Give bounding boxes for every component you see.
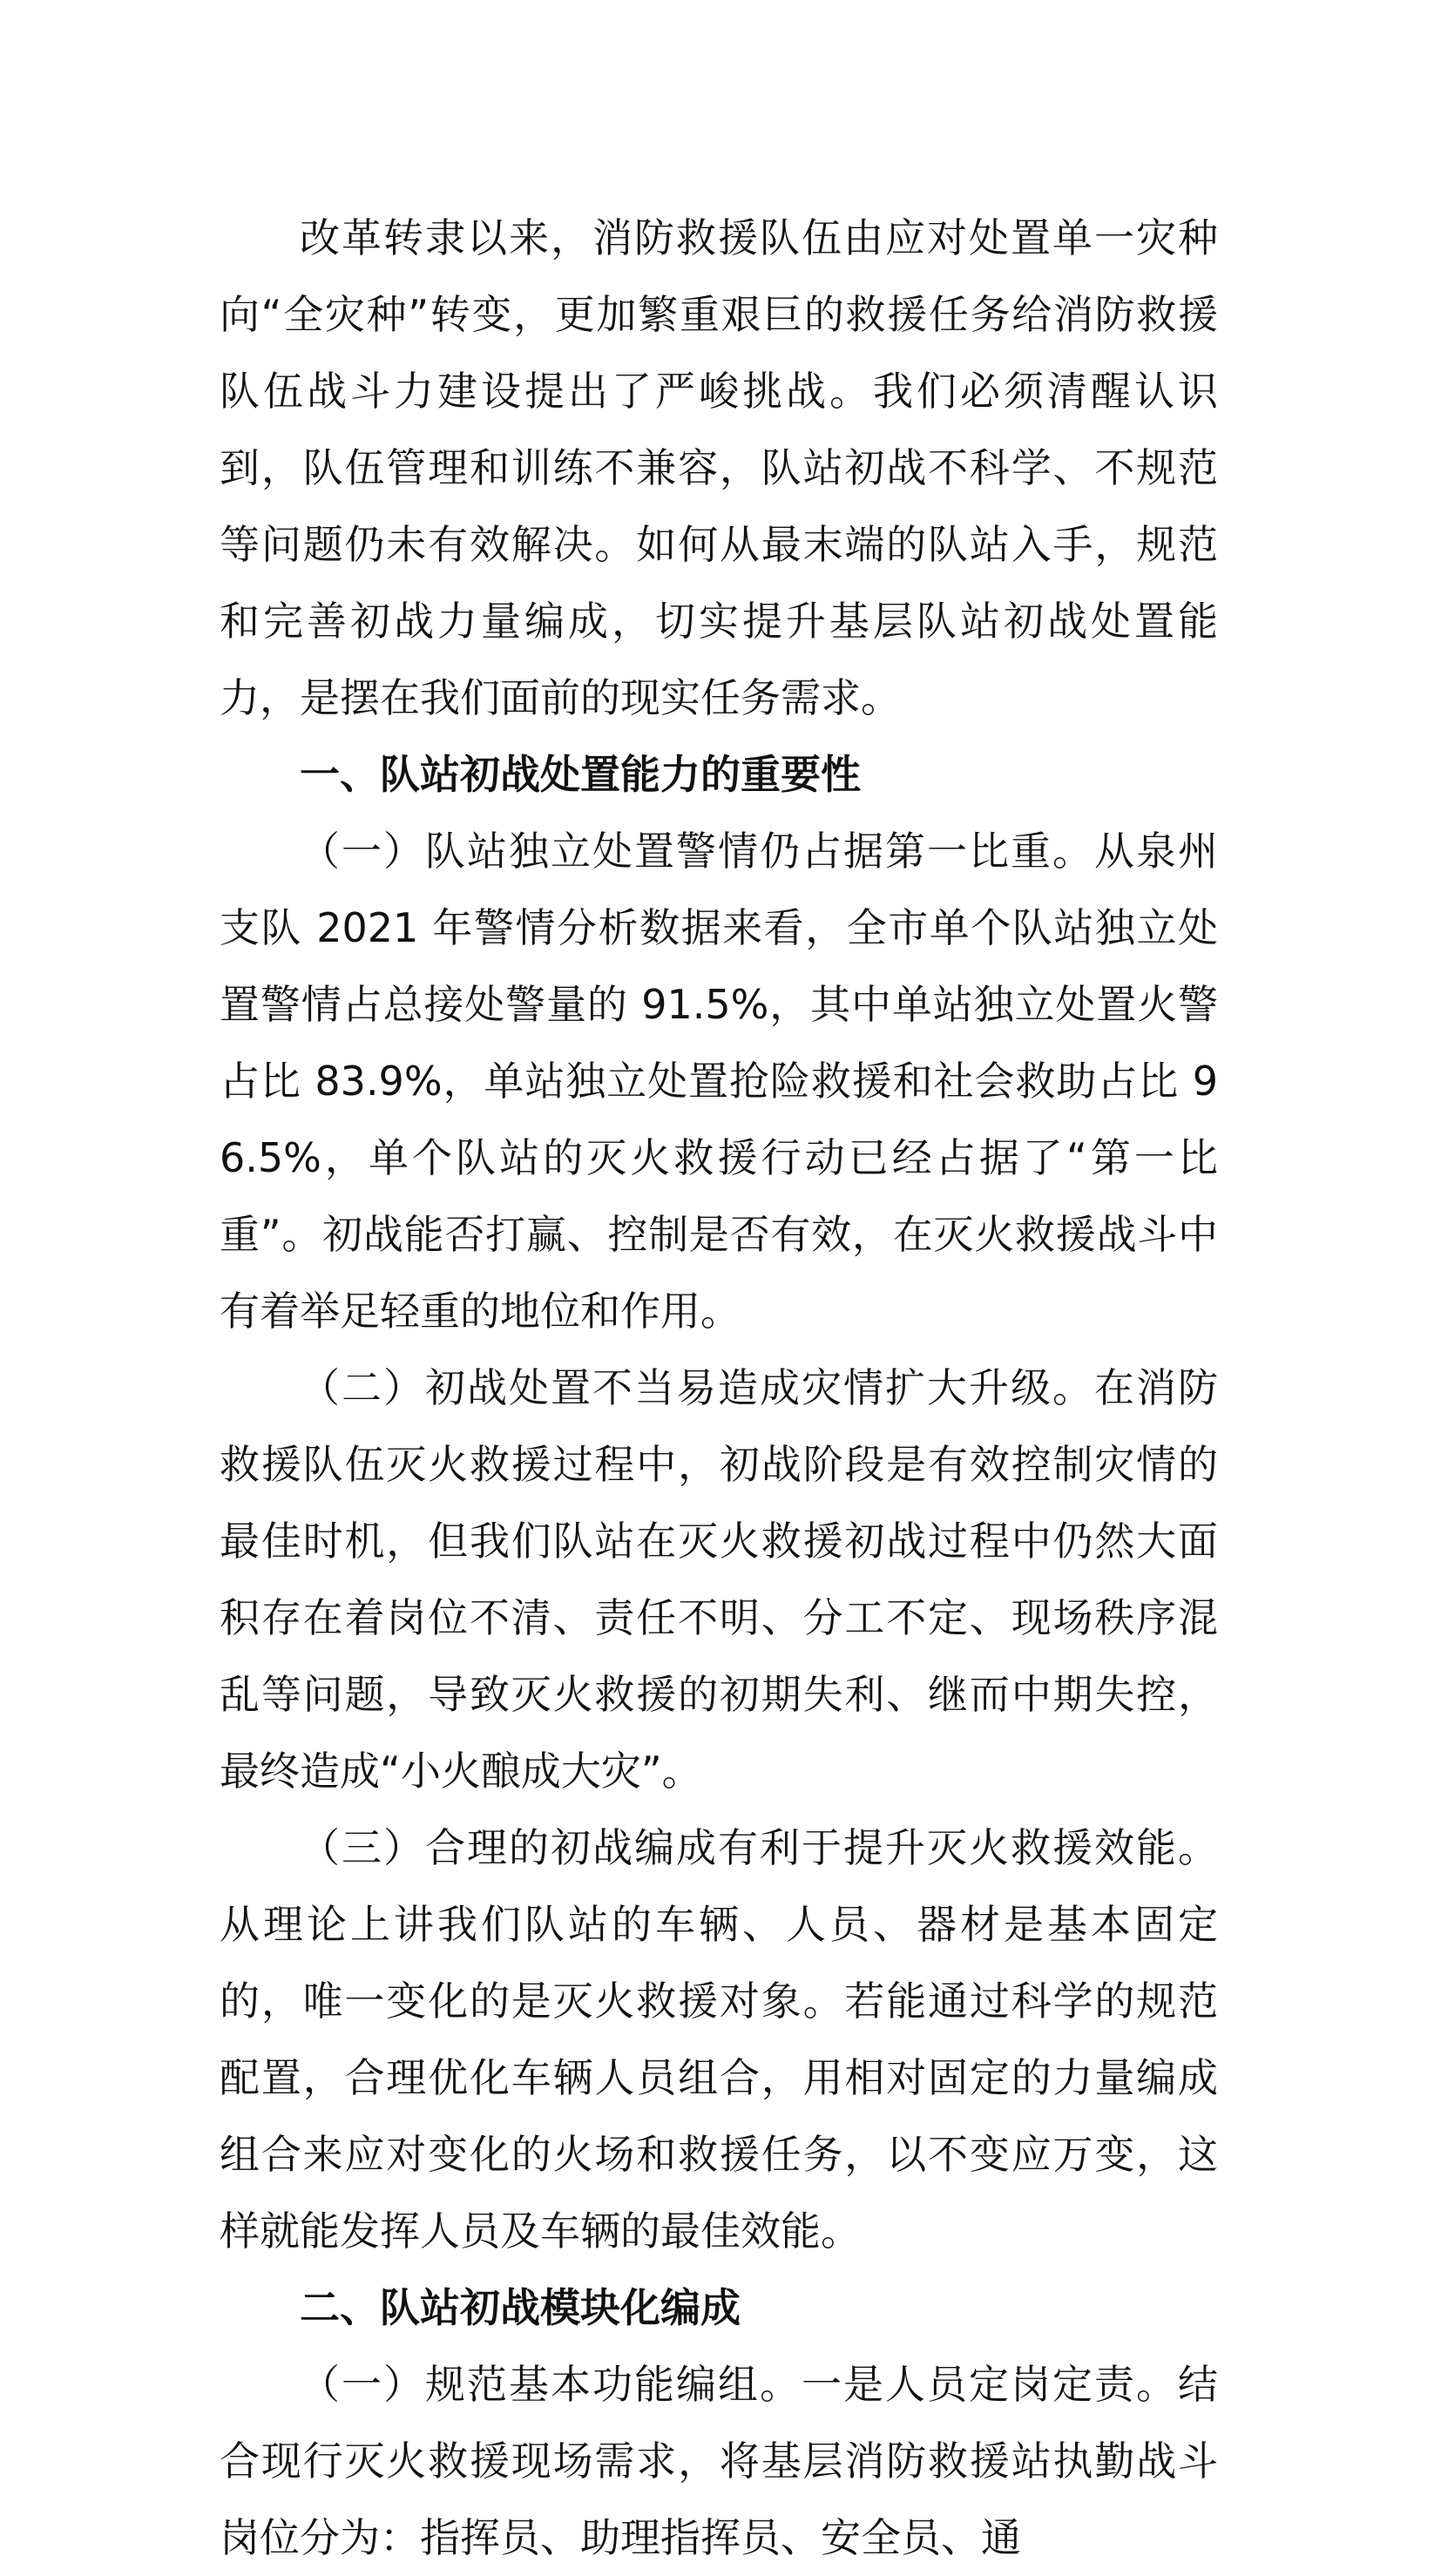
body-paragraph: （二）初战处置不当易造成灾情扩大升级。在消防救援队伍灭火救援过程中，初战阶段是有效控制灾情的最佳时机，但我们队站在灭火救援初战过程中仍然大面积存在着岗位不清、责任不明、分工不定、现场秩序混乱等问题，导致灭火救援的初期失利、继而中期失控，最终造成“小火酿成大灾”。 [220, 1364, 1218, 1795]
body-paragraph: （三）合理的初战编成有利于提升灭火救援效能。从理论上讲我们队站的车辆、人员、器材是基本固定的，唯一变化的是灭火救援对象。若能通过科学的规范配置，合理优化车辆人员组合，用相对固定的力量编成组合来应对变化的火场和救援任务，以不变应万变，这样就能发挥人员及车辆的最佳效能。 [220, 1824, 1218, 2255]
intro-paragraph: 改革转隶以来，消防救援队伍由应对处置单一灾种向“全灾种”转变，更加繁重艰巨的救援任务给消防救援队伍战斗力建设提出了严峻挑战。我们必须清醒认识到，队伍管理和训练不兼容，队站初战不科学、不规范等问题仍未有效解决。如何从最末端的队站入手，规范和完善初战力量编成，切实提升基层队站初战处置能力，是摆在我们面前的现实任务需求。 [220, 214, 1218, 721]
body-paragraph: （一）队站独立处置警情仍占据第一比重。从泉州支队 2021 年警情分析数据来看，全市单个队站独立处置警情占总接处警量的 91.5%，其中单站独立处置火警占比 83.9%，单站独立处置抢险救援和社会救助占比 96.5%，单个队站的灭火救援行动已经占据了“第一比重”。初战能否打赢、控制是否有效，在灭火救援战斗中有着举足轻重的地位和作用。 [220, 828, 1218, 1335]
document-page [220, 199, 1218, 2576]
body-paragraph: （一）规范基本功能编组。一是人员定岗定责。结合现行灭火救援现场需求，将基层消防救援站执勤战斗岗位分为：指挥员、助理指挥员、安全员、通 [220, 2361, 1218, 2561]
section-heading-1: 一、队站初战处置能力的重要性 [300, 751, 861, 798]
section-heading-2: 二、队站初战模块化编成 [300, 2284, 741, 2331]
